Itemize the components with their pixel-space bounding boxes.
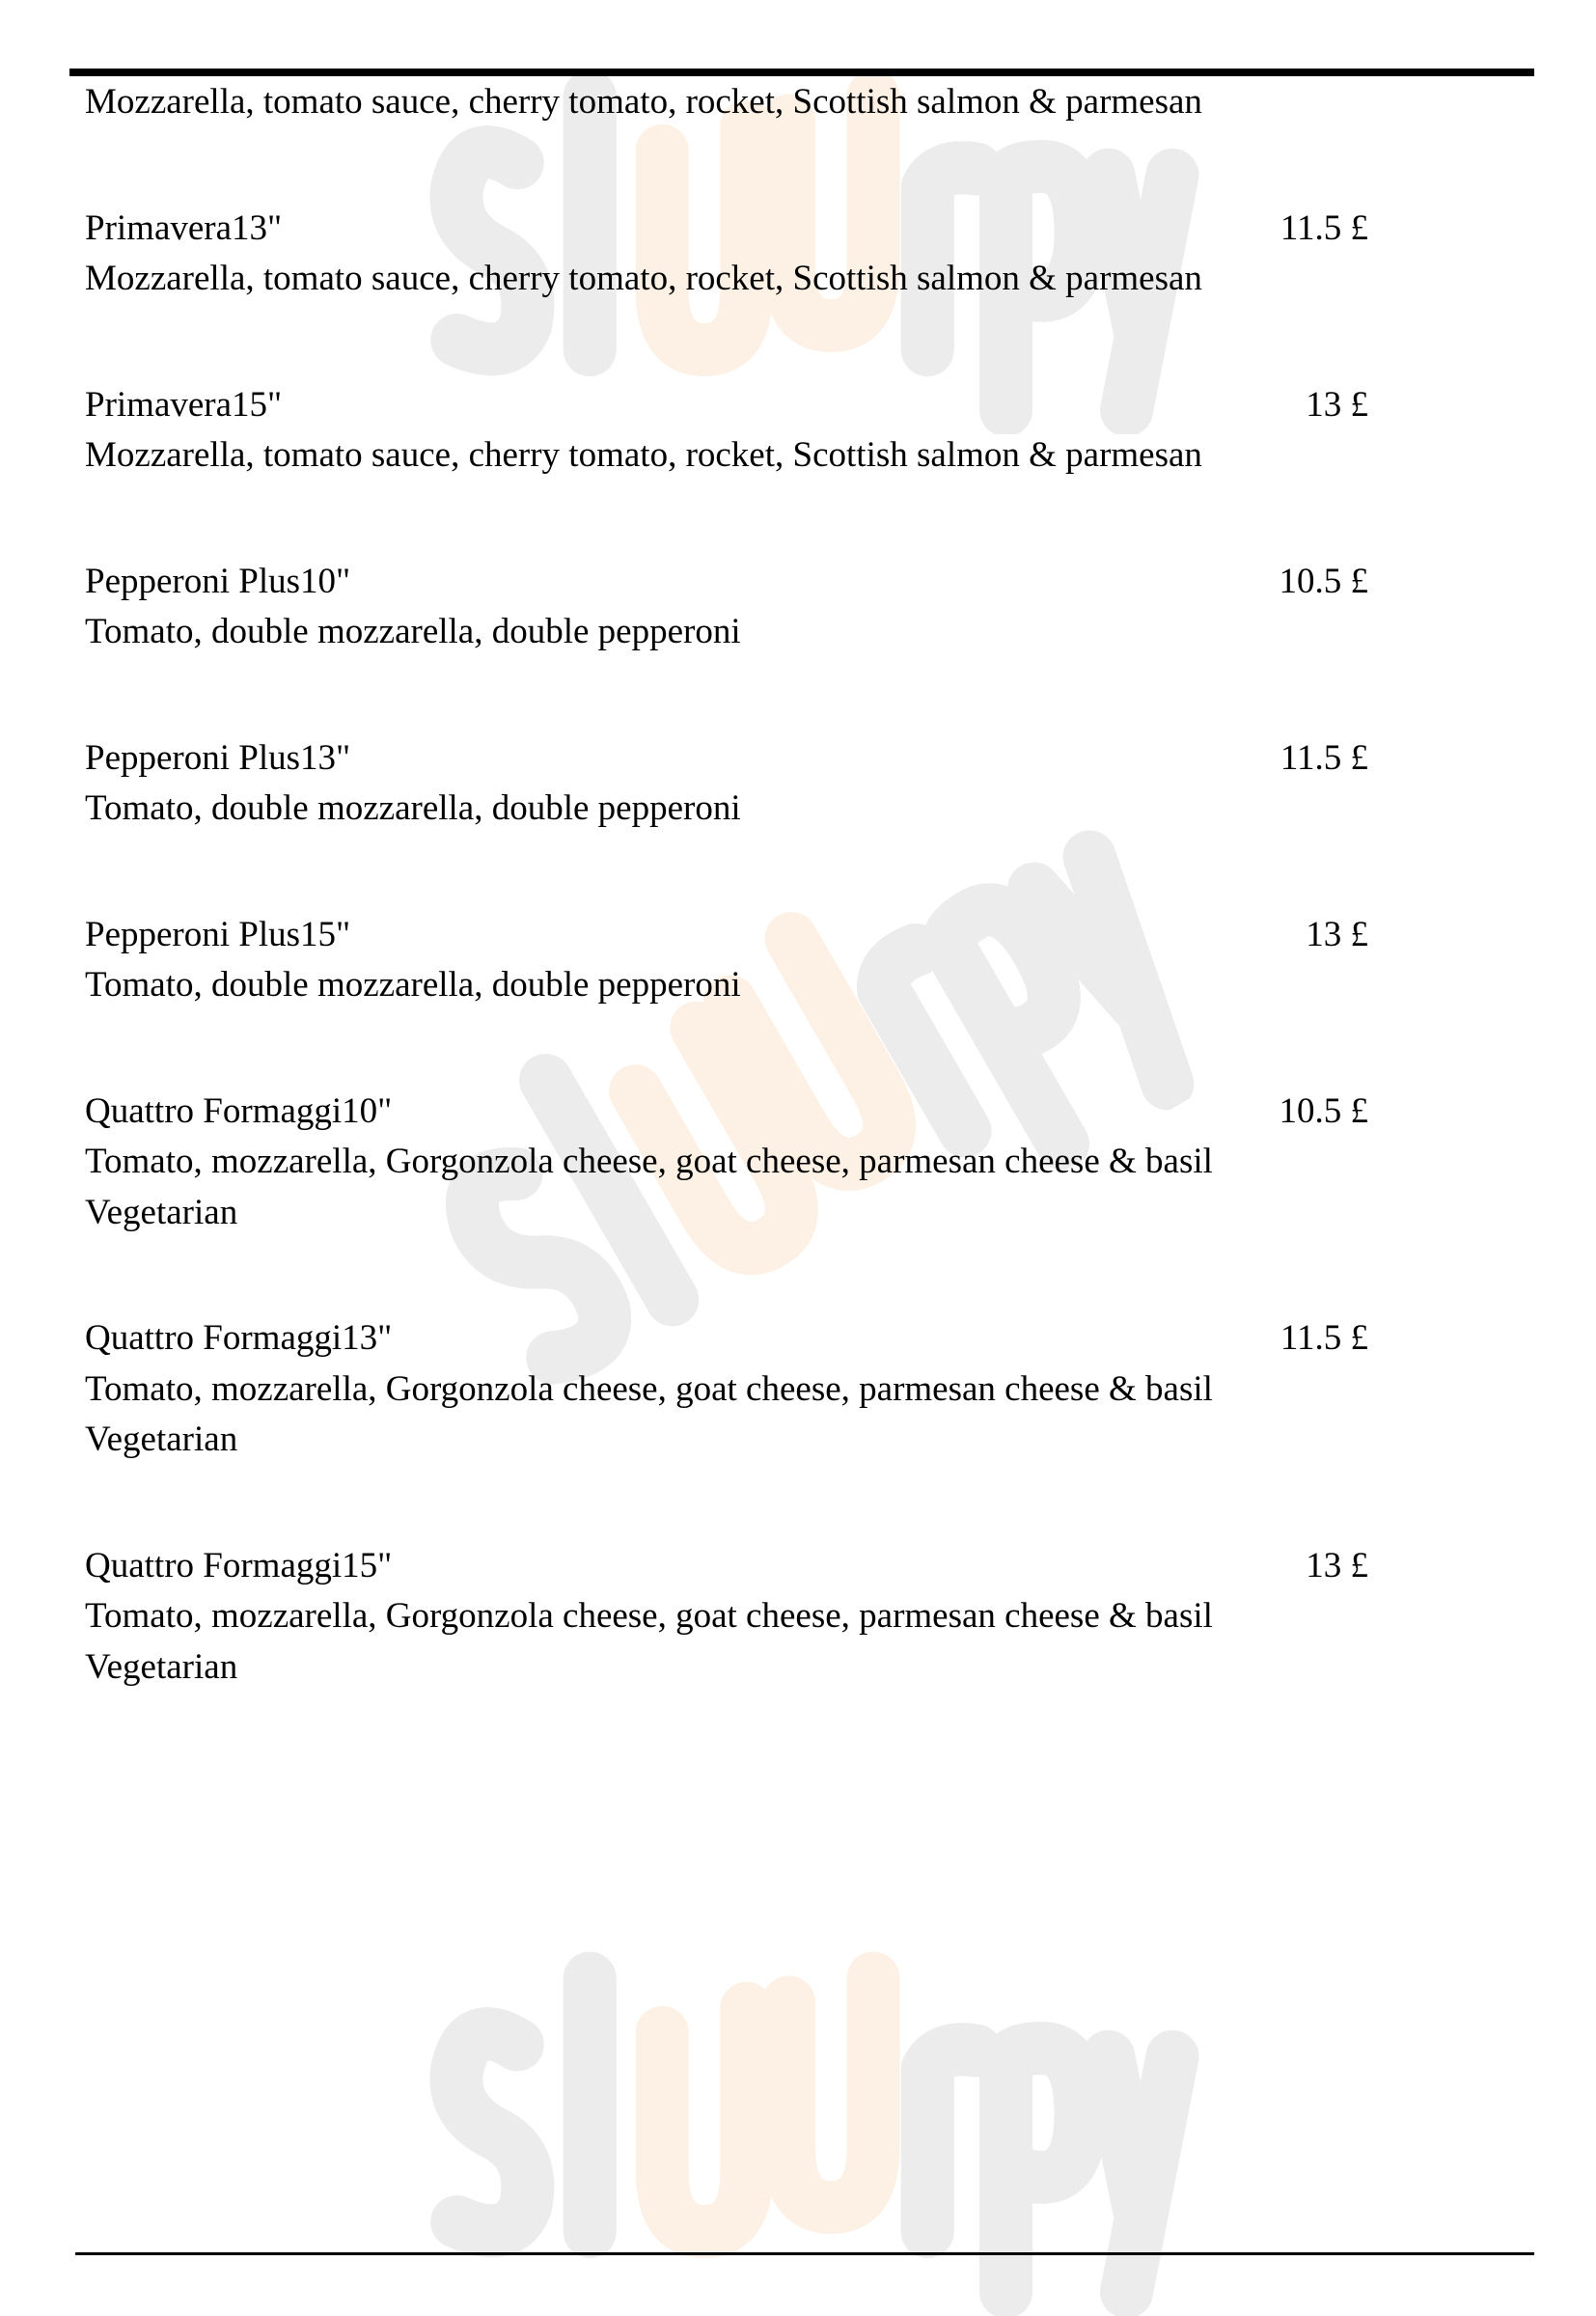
- item-description: Mozzarella, tomato sauce, cherry tomato, rocket, Scottish salmon & parmesan: [85, 259, 1202, 298]
- item-tag: Vegetarian: [85, 1420, 238, 1459]
- item-name: Primavera13": [85, 207, 283, 248]
- item-name: Pepperoni Plus15": [85, 914, 351, 954]
- menu-item: [85, 1313, 1368, 1466]
- item-tag: Vegetarian: [85, 1192, 238, 1232]
- item-tag: Vegetarian: [85, 1646, 238, 1687]
- menu-item: [85, 910, 1368, 1011]
- menu-item: [85, 204, 1368, 305]
- item-price: 10.5 £: [1279, 1090, 1368, 1131]
- item-description: Tomato, double mozzarella, double pepperoni: [85, 788, 741, 828]
- item-name: Pepperoni Plus10": [85, 561, 351, 601]
- top-divider: [69, 69, 1534, 76]
- item-price: 13 £: [1306, 1545, 1368, 1585]
- item-description: Tomato, mozzarella, Gorgonzola cheese, goat cheese, parmesan cheese & basil: [85, 1368, 1213, 1409]
- item-name: Quattro Formaggi15": [85, 1545, 393, 1585]
- item-name: Pepperoni Plus13": [85, 737, 351, 778]
- continued-description: Mozzarella, tomato sauce, cherry tomato, rocket, Scottish salmon & parmesan: [85, 82, 1202, 122]
- item-description: Tomato, mozzarella, Gorgonzola cheese, goat cheese, parmesan cheese & basil: [85, 1142, 1213, 1181]
- item-description: Mozzarella, tomato sauce, cherry tomato, rocket, Scottish salmon & parmesan: [85, 435, 1202, 475]
- item-description: Tomato, mozzarella, Gorgonzola cheese, goat cheese, parmesan cheese & basil: [85, 1596, 1213, 1636]
- item-name: Primavera15": [85, 384, 283, 425]
- item-price: 11.5 £: [1280, 737, 1368, 778]
- menu-item: [85, 1087, 1368, 1239]
- item-price: 13 £: [1306, 384, 1368, 425]
- item-description: Tomato, double mozzarella, double pepperoni: [85, 965, 741, 1005]
- menu-item: [85, 557, 1368, 658]
- item-price: 13 £: [1306, 914, 1368, 954]
- menu-item: [85, 1541, 1368, 1694]
- menu-item: [85, 733, 1368, 835]
- watermark-logo: [396, 1930, 1206, 2316]
- item-price: 11.5 £: [1280, 207, 1368, 248]
- bottom-divider: [75, 2252, 1534, 2255]
- item-price: 11.5 £: [1280, 1318, 1368, 1358]
- item-name: Quattro Formaggi13": [85, 1318, 393, 1358]
- menu-item: [85, 380, 1368, 482]
- item-name: Quattro Formaggi10": [85, 1090, 393, 1131]
- menu-list: [85, 77, 1368, 1768]
- item-price: 10.5 £: [1279, 561, 1368, 601]
- item-description: Tomato, double mozzarella, double pepperoni: [85, 612, 741, 651]
